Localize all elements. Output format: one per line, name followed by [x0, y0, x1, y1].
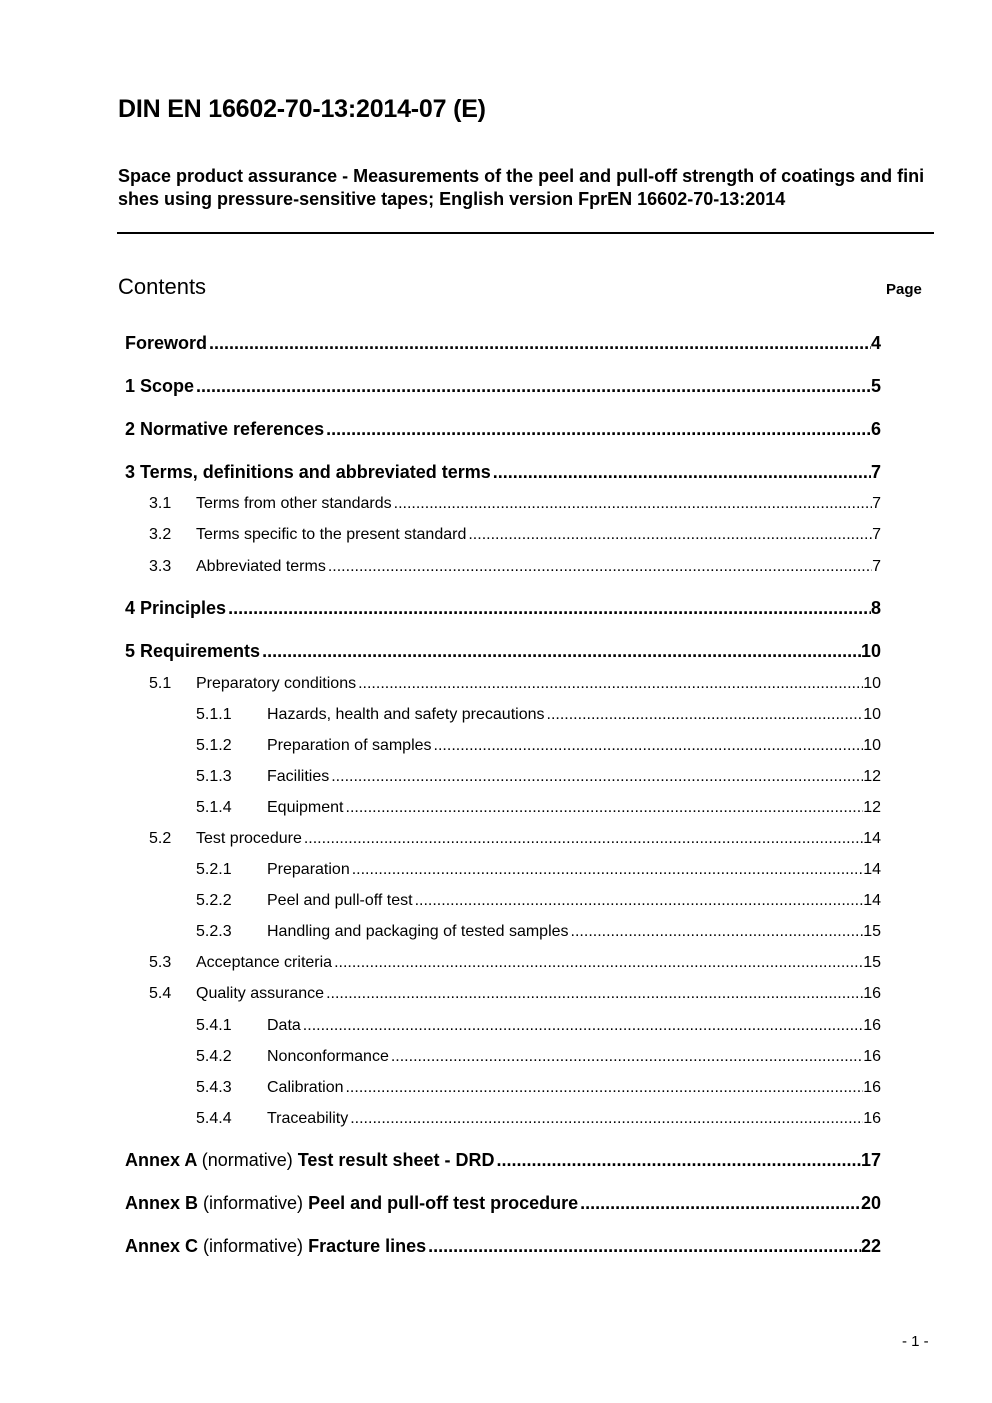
toc-entry-5-4-4[interactable] [196, 1110, 881, 1132]
toc-leader-dots [303, 1017, 863, 1035]
toc-leader-dots [209, 333, 871, 354]
toc-leader-dots [345, 1079, 863, 1097]
toc-entry-page: 17 [860, 1150, 881, 1170]
toc-entry-page: 7 [872, 495, 881, 512]
page-column-heading: Page [886, 281, 922, 298]
toc-entry-page: 22 [860, 1236, 881, 1256]
toc-entry-page: 14 [863, 892, 881, 909]
toc-entry-normative-references[interactable] [125, 419, 881, 443]
toc-entry-annex-a[interactable] [125, 1150, 881, 1174]
toc-leader-dots [358, 675, 863, 693]
toc-entry-5-4-3[interactable] [196, 1079, 881, 1101]
toc-entry-title: Principles [140, 598, 227, 618]
toc-entry-number: 5.2.2 [196, 892, 232, 909]
toc-entry-title: Facilities [267, 768, 330, 785]
toc-leader-dots [350, 1110, 863, 1128]
toc-entry-5-2[interactable] [149, 830, 881, 852]
toc-entry-title: Hazards, health and safety precautions [267, 706, 545, 723]
toc-entry-page: 4 [870, 333, 881, 353]
toc-leader-dots [346, 799, 864, 817]
toc-entry-page: 12 [863, 768, 881, 785]
document-subtitle: Space product assurance - Measurements of the peel and pull-off strength of coatings and finishes using pressure-sensitive tapes; English version FprEN 16602-70-13:2014 [118, 166, 925, 209]
toc-leader-dots [434, 737, 864, 755]
toc-entry-3-2[interactable] [149, 526, 881, 548]
annex-title: Test result sheet - DRD [297, 1150, 495, 1170]
toc-entry-title: Terms, definitions and abbreviated terms [140, 462, 491, 482]
toc-leader-dots [580, 1193, 861, 1214]
toc-entry-title: Abbreviated terms [196, 558, 326, 575]
toc-entry-3-1[interactable] [149, 495, 881, 517]
toc-entry-3-3[interactable] [149, 558, 881, 580]
toc-entry-number: 5.1.3 [196, 768, 232, 785]
toc-leader-dots [493, 462, 871, 483]
toc-entry-title: Preparatory conditions [196, 675, 357, 692]
toc-leader-dots [196, 376, 871, 397]
toc-entry-title: Test procedure [196, 830, 302, 847]
document-code: DIN EN 16602-70-13:2014-07 (E) [118, 95, 486, 123]
toc-entry-page: 8 [870, 598, 881, 618]
toc-entry-title: Nonconformance [267, 1048, 389, 1065]
toc-entry-principles[interactable] [125, 598, 881, 622]
toc-entry-number: 5.2.3 [196, 923, 232, 940]
toc-entry-page: 7 [872, 526, 881, 543]
toc-entry-number: 5.3 [149, 954, 172, 971]
annex-title: Peel and pull-off test procedure [308, 1193, 579, 1213]
toc-entry-page: 16 [863, 1048, 881, 1065]
toc-entry-page: 14 [863, 830, 881, 847]
toc-entry-number: 5.1.1 [196, 706, 232, 723]
toc-leader-dots [304, 830, 863, 848]
toc-leader-dots [326, 985, 863, 1003]
toc-entry-5-1-3[interactable] [196, 768, 881, 790]
toc-entry-number: 5.1 [149, 675, 172, 692]
toc-entry-5-2-1[interactable] [196, 861, 881, 883]
toc-entry-number: 5 [125, 641, 136, 661]
toc-entry-5-1-2[interactable] [196, 737, 881, 759]
toc-leader-dots [428, 1236, 861, 1257]
toc-leader-dots [352, 861, 863, 879]
toc-entry-number: 3.2 [149, 526, 172, 543]
toc-entry-5-1-4[interactable] [196, 799, 881, 821]
toc-entry-annex-c[interactable] [125, 1236, 881, 1260]
toc-leader-dots [468, 526, 872, 544]
toc-entry-terms[interactable] [125, 462, 881, 486]
toc-entry-number: 5.2.1 [196, 861, 232, 878]
toc-entry-5-2-3[interactable] [196, 923, 881, 945]
toc-entry-page: 16 [863, 1017, 881, 1034]
toc-entry-number: 5.1.2 [196, 737, 232, 754]
toc-entry-page: 16 [863, 1079, 881, 1096]
toc-entry-title: Calibration [267, 1079, 344, 1096]
toc-entry-foreword[interactable] [125, 333, 881, 357]
toc-entry-title: Preparation of samples [267, 737, 432, 754]
page-number: - 1 - [902, 1333, 929, 1350]
annex-label: Annex B [125, 1193, 199, 1213]
toc-entry-number: 3.3 [149, 558, 172, 575]
annex-title: Fracture lines [308, 1236, 427, 1256]
toc-leader-dots [331, 768, 863, 786]
toc-entry-title [125, 1150, 494, 1171]
toc-entry-number: 2 [125, 419, 136, 439]
contents-heading: Contents [118, 274, 207, 299]
toc-entry-number: 5.2 [149, 830, 172, 847]
toc-entry-number: 3 [125, 462, 136, 482]
toc-entry-title [125, 1193, 578, 1214]
toc-entry-number: 5.4.1 [196, 1017, 232, 1034]
toc-leader-dots [394, 495, 872, 513]
toc-entry-title: Peel and pull-off test [267, 892, 413, 909]
annex-label: Annex A [125, 1150, 197, 1170]
toc-entry-number: 5.4 [149, 985, 172, 1002]
toc-entry-page: 16 [863, 985, 881, 1002]
toc-entry-title: Handling and packaging of tested samples [267, 923, 569, 940]
toc-leader-dots [334, 954, 863, 972]
toc-leader-dots [391, 1048, 863, 1066]
toc-entry-page: 7 [872, 558, 881, 575]
toc-entry-5-4[interactable] [149, 985, 881, 1007]
toc-entry-page: 6 [870, 419, 881, 439]
toc-entry-number: 5.4.2 [196, 1048, 232, 1065]
toc-entry-page: 10 [863, 675, 881, 692]
toc-entry-page: 10 [863, 706, 881, 723]
toc-entry-page: 20 [860, 1193, 881, 1213]
toc-entry-page: 16 [863, 1110, 881, 1127]
toc-entry-number: 3.1 [149, 495, 172, 512]
toc-entry-number: 5.1.4 [196, 799, 232, 816]
toc-entry-annex-b[interactable] [125, 1193, 881, 1217]
toc-leader-dots [228, 598, 871, 619]
annex-kind: (informative) [203, 1236, 304, 1256]
toc-entry-page: 10 [860, 641, 881, 661]
toc-entry-title: Terms from other standards [196, 495, 392, 512]
toc-entry-title: Terms specific to the present standard [196, 526, 467, 543]
toc-entry-title: Equipment [267, 799, 344, 816]
toc-entry-page: 5 [870, 376, 881, 396]
toc-entry-page: 7 [870, 462, 881, 482]
toc-entry-title: Preparation [267, 861, 350, 878]
toc-entry-5-2-2[interactable] [196, 892, 881, 914]
toc-leader-dots [262, 641, 861, 662]
toc-entry-title: Acceptance criteria [196, 954, 333, 971]
toc-entry-number: 1 [125, 376, 136, 396]
toc-leader-dots [326, 419, 871, 440]
toc-leader-dots [415, 892, 864, 910]
toc-entry-page: 10 [863, 737, 881, 754]
annex-label: Annex C [125, 1236, 199, 1256]
toc-entry-page: 14 [863, 861, 881, 878]
annex-kind: (informative) [203, 1193, 304, 1213]
toc-entry-title: Traceability [267, 1110, 349, 1127]
toc-entry-5-1-1[interactable] [196, 706, 881, 728]
toc-entry-title: Data [267, 1017, 301, 1034]
toc-entry-5-1[interactable] [149, 675, 881, 697]
toc-entry-title: Requirements [140, 641, 261, 661]
toc-entry-title [125, 1236, 426, 1257]
toc-entry-requirements[interactable] [125, 641, 881, 665]
annex-kind: (normative) [201, 1150, 293, 1170]
toc-entry-number: 5.4.4 [196, 1110, 232, 1127]
toc-leader-dots [571, 923, 864, 941]
toc-entry-number: 4 [125, 598, 136, 618]
toc-leader-dots [496, 1150, 861, 1171]
toc-entry-5-4-2[interactable] [196, 1048, 881, 1070]
toc-entry-page: 15 [863, 923, 881, 940]
toc-entry-scope[interactable] [125, 376, 881, 400]
toc-entry-title: Scope [140, 376, 195, 396]
toc-entry-5-3[interactable] [149, 954, 881, 976]
toc-leader-dots [547, 706, 864, 724]
toc-entry-page: 15 [863, 954, 881, 971]
toc-entry-number: 5.4.3 [196, 1079, 232, 1096]
toc-entry-title: Normative references [140, 419, 325, 439]
toc-entry-title: Foreword [125, 333, 208, 353]
toc-entry-5-4-1[interactable] [196, 1017, 881, 1039]
toc-entry-page: 12 [863, 799, 881, 816]
toc-entry-title: Quality assurance [196, 985, 325, 1002]
toc-leader-dots [328, 558, 872, 576]
